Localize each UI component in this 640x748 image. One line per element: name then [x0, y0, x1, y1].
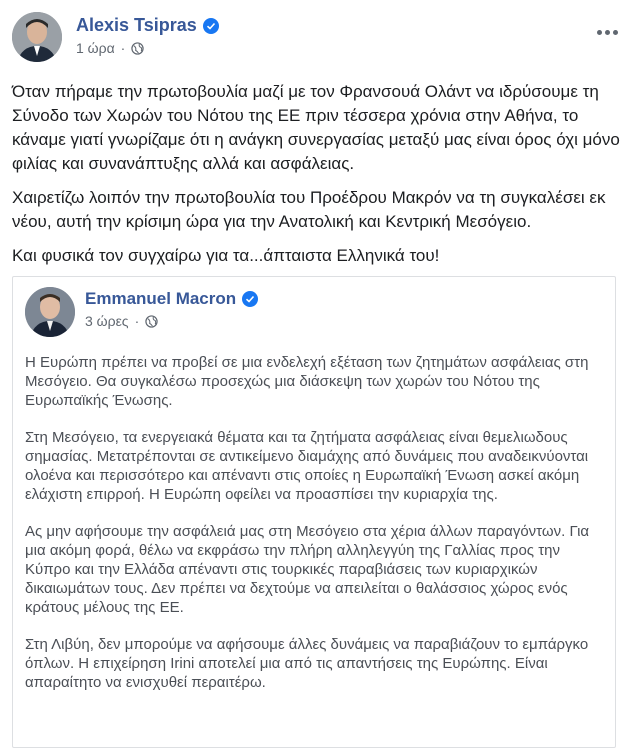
meta-separator: · — [134, 313, 140, 329]
more-dot — [597, 30, 602, 35]
more-dot — [605, 30, 610, 35]
verified-badge-icon — [242, 291, 258, 307]
shared-post[interactable] — [12, 276, 616, 748]
shared-author-name-link[interactable]: Emmanuel Macron — [85, 289, 237, 308]
avatar-portrait-icon — [25, 287, 75, 337]
author-row — [76, 15, 219, 36]
shared-paragraph: Ας μην αφήσουμε την ασφάλειά μας στη Μεσόγειο στα χέρια άλλων παραγόντων. Για μια ακόμη φορά, θέλω να εκφράσω την πλήρη αλληλεγγύη της Γαλλίας προς την Κύπρο και την Ελλάδα απέναντι στις τουρκικές παραβιάσεις των κυριαρχικών δικαιωμάτων τους. Δεν πρέπει να δεχτούμε να απειλείται ο θαλάσσιος χώρος ενός κράτους μέλους της ΕΕ. — [25, 523, 590, 616]
shared-paragraph: Στη Μεσόγειο, τα ενεργειακά θέματα και τα ζητήματα ασφάλειας είναι θεμελιωδους σημασίας. Μετατρέπονται σε αντικείμενο διαμάχης από δυνάμεις που αναδεικνύονται ολοένα και περισσότερο και απέναντι στις οποίες η Ευρωπαϊκή Ένωση ασκεί ακόμη ελάχιστη επιρροή. Η Ευρώπη οφείλει να προασπίσει την κυριαρχία της. — [25, 429, 589, 503]
author-block — [76, 15, 219, 56]
author-avatar[interactable] — [12, 12, 62, 62]
post-paragraph: Και φυσικά τον συγχαίρω για τα...άπταιστα Ελληνικά του! — [12, 246, 440, 265]
shared-post-meta — [85, 313, 258, 329]
meta-separator: · — [120, 40, 126, 56]
shared-author-avatar[interactable] — [25, 287, 75, 337]
post-text — [12, 80, 624, 278]
post-timestamp[interactable]: 1 ώρα — [76, 40, 115, 56]
more-options-icon[interactable] — [592, 22, 622, 42]
shared-paragraph: Στη Λιβύη, δεν μπορούμε να αφήσουμε άλλες δυνάμεις να παραβιάζουν το εμπάργκο όπλων. Η επιχείρηση Irini αποτελεί μια από τις απαντήσεις της Ευρώπης. Είναι απαραίτητο να ενισχυθεί περαιτέρω. — [25, 636, 589, 691]
globe-icon[interactable] — [145, 315, 158, 328]
shared-post-header — [25, 287, 595, 337]
shared-post-text — [25, 353, 605, 710]
shared-author-row — [85, 289, 258, 309]
more-dot — [613, 30, 618, 35]
post-paragraph: Όταν πήραμε την πρωτοβουλία μαζί με τον Φρανσουά Ολάντ να ιδρύσουμε τη Σύνοδο των Χωρών του Νότου της ΕΕ πριν τέσσερα χρόνια στην Αθήνα, το κάναμε γιατί γνωρίζαμε ότι η ανάγκη συνεργασίας μεταξύ μας είναι όρος όχι μόνο φιλίας και συνανάπτυξης αλλά και ασφάλειας. — [12, 82, 620, 173]
globe-icon[interactable] — [131, 42, 144, 55]
post-header — [12, 12, 628, 62]
shared-post-timestamp[interactable]: 3 ώρες — [85, 313, 129, 329]
author-name-link[interactable]: Alexis Tsipras — [76, 15, 197, 35]
shared-paragraph: Η Ευρώπη πρέπει να προβεί σε μια ενδελεχή εξέταση των ζητημάτων ασφάλειας στη Μεσόγειο. Θα συγκαλέσω προσεχώς μια διάσκεψη των χωρών του Νότου της Ευρωπαϊκής Ένωσης. — [25, 354, 589, 409]
verified-badge-icon — [203, 18, 219, 34]
avatar-portrait-icon — [12, 12, 62, 62]
post-meta — [76, 40, 219, 56]
shared-author-block — [85, 289, 258, 329]
post-paragraph: Χαιρετίζω λοιπόν την πρωτοβουλία του Προέδρου Μακρόν να τη συγκαλέσει εκ νέου, αυτή την κρίσιμη ώρα για την Ανατολική και Κεντρική Μεσόγειο. — [12, 188, 606, 231]
